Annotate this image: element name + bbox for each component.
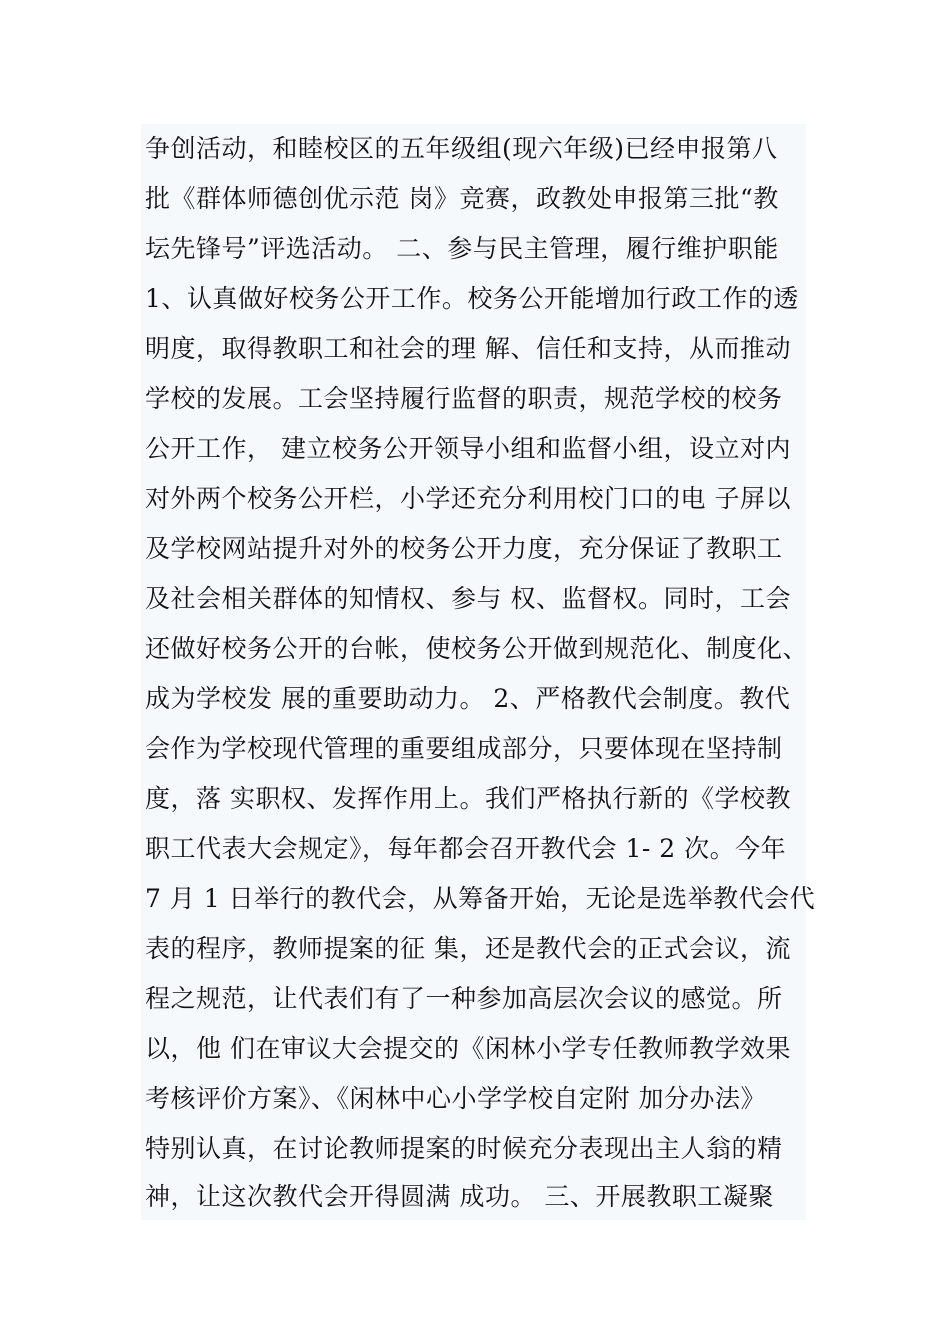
text-line: 7 月 1 日举行的教代会，从筹备开始，无论是选举教代会代 [145, 884, 816, 913]
text-line: 1、认真做好校务公开工作。校务公开能增加行政工作的透 [145, 284, 799, 313]
text-line: 还做好校务公开的台帐，使校务公开做到规范化、制度化、 [145, 634, 809, 663]
text-line: 对外两个校务公开栏，小学还充分利用校门口的电 子屏以 [145, 484, 791, 513]
text-line: 明度，取得教职工和社会的理 解、信任和支持，从而推动 [145, 334, 791, 363]
text-line: 度，落 实职权、发挥作用上。我们严格执行新的《学校教 [145, 784, 791, 813]
text-line: 神，让这次教代会开得圆满 成功。 三、开展教职工凝聚 [145, 1182, 774, 1211]
text-line: 学校的发展。工会坚持履行监督的职责，规范学校的校务 [145, 384, 783, 413]
text-line: 成为学校发 展的重要助动力。 2、严格教代会制度。教代 [145, 684, 791, 713]
text-line: 表的程序，教师提案的征 集，还是教代会的正式会议，流 [145, 934, 791, 963]
text-line: 坛先锋号”评选活动。 二、参与民主管理，履行维护职能 [145, 234, 779, 263]
text-line: 批《群体师德创优示范 岗》竞赛，政教处申报第三批“教 [145, 184, 779, 213]
text-line: 特别认真，在讨论教师提案的时候充分表现出主人翁的精 [145, 1134, 783, 1163]
text-line: 以，他 们在审议大会提交的《闲林小学专任教师教学效果 [145, 1034, 791, 1063]
text-line: 职工代表大会规定》，每年都会召开教代会 1- 2 次。今年 [145, 834, 787, 863]
text-block [141, 124, 816, 1220]
text-line: 公开工作， 建立校务公开领导小组和监督小组，设立对内 [145, 434, 791, 463]
text-line: 程之规范，让代表们有了一种参加高层次会议的感觉。所 [145, 984, 783, 1013]
text-line: 及学校网站提升对外的校务公开力度，充分保证了教职工 [145, 534, 783, 563]
text-line: 考核评价方案》、《闲林中心小学学校自定附 加分办法》 [145, 1084, 766, 1113]
text-line: 及社会相关群体的知情权、参与 权、监督权。同时，工会 [145, 584, 791, 613]
text-line: 会作为学校现代管理的重要组成部分，只要体现在坚持制 [145, 734, 783, 763]
text-line: 争创活动，和睦校区的五年级组(现六年级)已经申报第八 [145, 134, 778, 163]
